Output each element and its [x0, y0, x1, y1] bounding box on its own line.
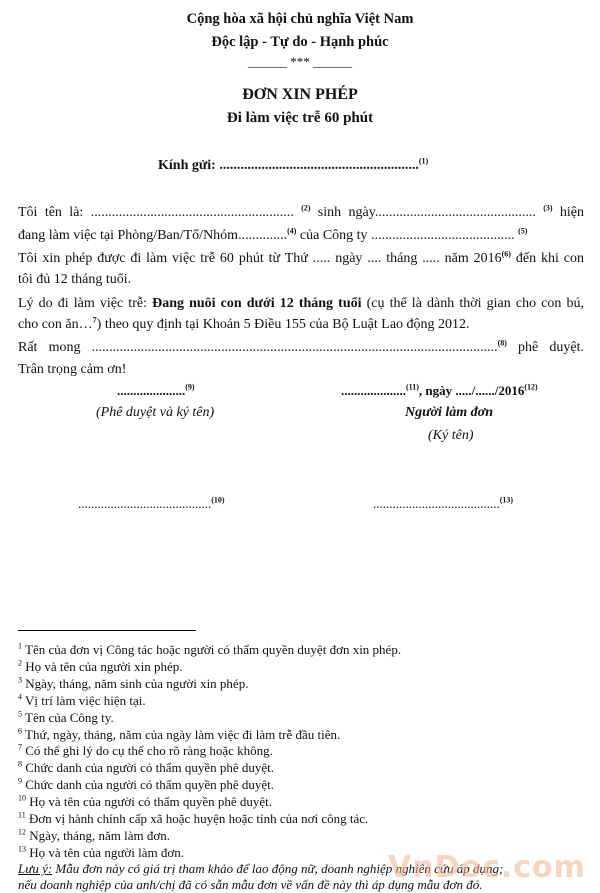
place-date-line — [341, 383, 538, 399]
request-text: Tôi xin phép được đi làm việc trễ 60 phút từ Thứ ..... ngày .... tháng ..... năm 2016 — [18, 251, 502, 266]
footnote-text: Họ và tên của người có thẩm quyền phê duyệt. — [26, 794, 273, 810]
applicant-name-dots: ....................................... — [373, 496, 500, 511]
body-line-approval — [18, 338, 584, 357]
footnote-number: 6 — [18, 726, 22, 736]
footnote-text: Ngày, tháng, năm làm đơn. — [26, 827, 170, 843]
document-subtitle: Đi làm việc trễ 60 phút — [226, 110, 374, 126]
footnote-number: 12 — [18, 827, 26, 837]
body-line-name — [18, 203, 584, 222]
approval-dots: .................................................................................................................... — [91, 340, 498, 355]
footnote-item — [18, 743, 273, 759]
reason-detail: (cụ thể là dành thời gian cho con bú, — [361, 296, 584, 311]
birthdate-label: sinh ngày — [310, 205, 375, 220]
footnote-ref-8: (8) — [497, 338, 507, 348]
footnote-item — [18, 659, 183, 675]
nation-title: Cộng hòa xã hội chủ nghĩa Việt Nam — [186, 11, 414, 27]
applicant-name-line — [373, 496, 513, 512]
name-dots: .......................................................... — [90, 205, 294, 220]
motto: Độc lập - Tự do - Hạnh phúc — [211, 34, 389, 50]
footnote-ref-10: (10) — [211, 495, 225, 505]
note-line-2: nếu doanh nghiệp của anh/chị đã có sẵn mẫu đơn về vấn đề này thì áp dụng mẫu đơn đó. — [18, 877, 483, 892]
footnote-number: 10 — [18, 793, 26, 803]
footnote-number: 7 — [18, 743, 22, 753]
department-text: đang làm việc tại Phòng/Ban/Tổ/Nhóm.............. — [18, 228, 288, 243]
footnote-text: Đơn vị hành chính cấp xã hoặc huyện hoặc tỉnh của nơi công tác. — [25, 811, 369, 826]
footnote-item — [18, 845, 184, 861]
watermark-logo: VnDoc.com — [388, 850, 586, 885]
footnote-ref-6: (6) — [501, 249, 511, 259]
note-label: Lưu ý: — [18, 861, 53, 876]
footnote-text: Họ và tên của người xin phép. — [22, 658, 183, 674]
current-label: hiện — [552, 205, 585, 220]
footnote-ref-3: (3) — [543, 203, 553, 213]
footnote-number: 8 — [18, 759, 22, 769]
footnote-ref-1: (1) — [418, 156, 429, 166]
date-text: , ngày ...../....../2016 — [418, 383, 525, 398]
footnote-number: 2 — [18, 658, 22, 668]
footnote-number: 1 — [18, 641, 22, 651]
birthdate-dots: .............................................. — [374, 205, 536, 220]
footnote-ref-13: (13) — [499, 495, 514, 505]
footnote-item — [18, 760, 274, 776]
footnote-ref-12: (12) — [524, 382, 538, 392]
reason-bold: Đang nuôi con dưới 12 tháng tuổi — [152, 296, 362, 311]
footnote-number: 13 — [18, 844, 26, 854]
law-text-start: cho con ăn… — [18, 317, 93, 332]
note-text-1: Mẫu đơn này có giá trị tham khảo để lao động nữ, doanh nghiệp nghiên cứu áp dụng; — [52, 861, 504, 876]
law-text: ) theo quy định tại Khoản 5 Điều 155 của Bộ Luật Lao động 2012. — [96, 317, 470, 332]
footnote-number: 5 — [18, 709, 22, 719]
footnote-text: Thứ, ngày, tháng, năm của ngày làm việc đi làm trễ đầu tiên. — [22, 726, 341, 742]
approver-caption: (Phê duyệt và ký tên) — [96, 405, 215, 420]
footnote-separator — [18, 630, 196, 631]
approver-title-line — [117, 383, 195, 399]
approval-end: phê duyệt. — [506, 340, 584, 355]
footnote-text: Tên của đơn vị Công tác hoặc người có thẩm quyền duyệt đơn xin phép. — [22, 642, 402, 657]
document-title: ĐƠN XIN PHÉP — [242, 86, 358, 103]
footnote-item — [18, 693, 146, 709]
approver-name-dots: ......................................... — [78, 496, 212, 511]
footnote-item — [18, 828, 170, 844]
approver-name-line — [78, 496, 225, 512]
body-line-reason — [18, 294, 584, 313]
recipient-dots: ......................................................... — [219, 158, 419, 173]
footnote-text: Ngày, tháng, năm sinh của người xin phép. — [22, 675, 249, 691]
request-text-end: đến khi con — [510, 251, 584, 266]
company-dots: ......................................... — [371, 228, 515, 243]
body-line-age: tôi đủ 12 tháng tuổi. — [18, 272, 132, 287]
applicant-caption: Người làm đơn — [405, 405, 493, 420]
body-line-thanks: Trân trọng cảm ơn! — [18, 362, 127, 377]
approval-label: Rất mong — [18, 340, 92, 355]
footnote-item — [18, 727, 340, 743]
footnote-text: Tên của Công ty. — [22, 709, 114, 725]
footnote-text: Vị trí làm việc hiện tại. — [22, 692, 146, 708]
footnote-item — [18, 794, 272, 810]
name-label: Tôi tên là: — [18, 205, 91, 220]
footnote-text: Họ và tên của người làm đơn. — [26, 844, 184, 860]
footnote-ref-2: (2) — [301, 203, 311, 213]
header-divider: ______ *** ______ — [248, 54, 352, 69]
footnote-number: 11 — [18, 810, 26, 820]
footnote-ref-4: (4) — [287, 226, 297, 236]
footnote-text: Chức danh của người có thẩm quyền phê duyệt. — [22, 760, 275, 776]
footnote-text: Có thể ghi lý do cụ thể cho rõ ràng hoặc không. — [22, 743, 273, 759]
applicant-sign-note: (Ký tên) — [428, 428, 474, 443]
footnote-number: 4 — [18, 692, 22, 702]
footnote-ref-5: (5) — [518, 226, 528, 236]
footnote-item — [18, 710, 114, 726]
footnote-text: Chức danh của người có thẩm quyền phê duyệt. — [22, 777, 275, 793]
footnote-number: 3 — [18, 675, 22, 685]
footnote-number: 9 — [18, 776, 22, 786]
body-line-law — [18, 315, 584, 334]
footnote-ref-11: (11) — [406, 382, 419, 392]
reason-label: Lý do đi làm việc trễ: — [18, 296, 153, 311]
footnote-item — [18, 642, 401, 658]
place-dots: .................... — [341, 383, 406, 398]
recipient-line — [158, 158, 428, 174]
company-label: của Công ty — [296, 228, 372, 243]
body-line-request — [18, 249, 584, 268]
body-line-workplace — [18, 226, 584, 245]
footnote-item — [18, 811, 368, 827]
footnote-item — [18, 777, 274, 793]
approver-title-dots: ..................... — [117, 383, 186, 398]
footnote-ref-9: (9) — [185, 382, 195, 392]
footnote-ref-7: 7 — [92, 315, 97, 325]
recipient-label: Kính gửi: — [158, 158, 220, 173]
footnote-item — [18, 676, 248, 692]
